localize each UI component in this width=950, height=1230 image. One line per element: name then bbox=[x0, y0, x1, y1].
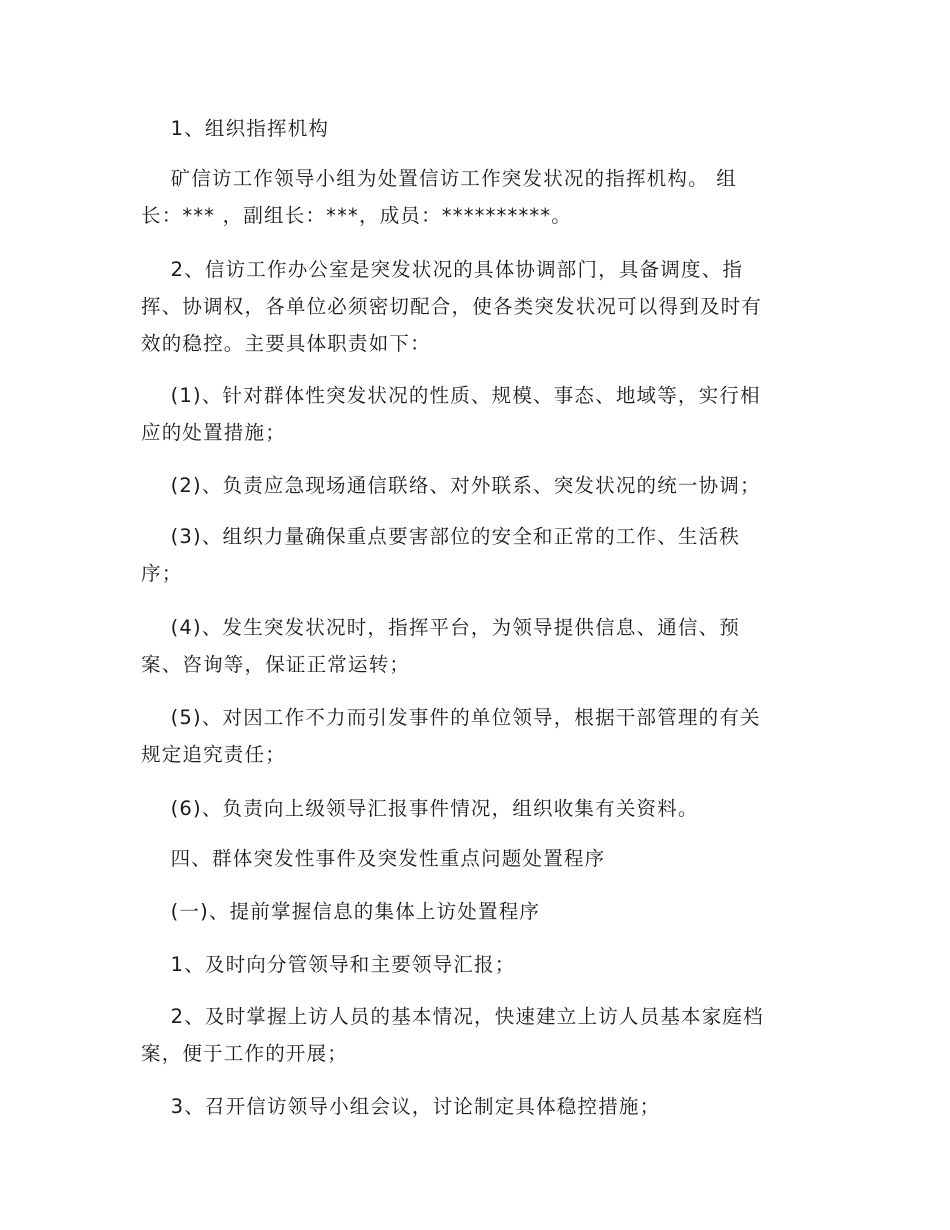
paragraph bbox=[141, 893, 811, 930]
text-line: 规定追究责任； bbox=[141, 743, 286, 766]
paragraph bbox=[141, 946, 811, 983]
paragraph bbox=[141, 110, 811, 147]
paragraph bbox=[141, 518, 811, 592]
paragraph bbox=[141, 840, 811, 877]
text-line: 案，便于工作的开展； bbox=[141, 1042, 349, 1065]
paragraph bbox=[141, 998, 811, 1072]
text-line: 1、及时向分管领导和主要领导汇报； bbox=[141, 953, 516, 976]
text-line: 应的处置措施； bbox=[141, 421, 286, 444]
text-line: 长：*** ，副组长：***，成员：**********。 bbox=[141, 204, 572, 227]
paragraph bbox=[141, 699, 811, 773]
text-line: (1)、针对群体性突发状况的性质、规模、事态、地域等，实行相 bbox=[141, 384, 761, 407]
text-line: (3)、组织力量确保重点要害部位的安全和正常的工作、生活秩 bbox=[141, 525, 741, 548]
paragraph bbox=[141, 251, 811, 362]
text-line: 2、及时掌握上访人员的基本情况，快速建立上访人员基本家庭档 bbox=[141, 1005, 764, 1028]
text-line: 四、群体突发性事件及突发性重点问题处置程序 bbox=[141, 847, 606, 870]
text-line: (一)、提前掌握信息的集体上访处置程序 bbox=[141, 900, 541, 923]
text-line: (2)、负责应急现场通信联络、对外联系、突发状况的统一协调； bbox=[141, 474, 761, 497]
text-line: 序； bbox=[141, 562, 183, 585]
text-line: 效的稳控。主要具体职责如下： bbox=[141, 332, 431, 355]
paragraph bbox=[141, 790, 811, 827]
paragraph bbox=[141, 609, 811, 683]
text-line: 案、咨询等，保证正常运转； bbox=[141, 653, 411, 676]
text-line: 3、召开信访领导小组会议，讨论制定具体稳控措施； bbox=[141, 1095, 661, 1118]
text-line: 1、组织指挥机构 bbox=[141, 117, 330, 140]
text-line: 2、信访工作办公室是突发状况的具体协调部门，具备调度、指 bbox=[141, 258, 744, 281]
text-line: (4)、发生突发状况时，指挥平台，为领导提供信息、通信、预 bbox=[141, 616, 741, 639]
text-line: 矿信访工作领导小组为处置信访工作突发状况的指挥机构。 组 bbox=[141, 167, 737, 190]
text-line: (5)、对因工作不力而引发事件的单位领导，根据干部管理的有关 bbox=[141, 706, 761, 729]
text-line: (6)、负责向上级领导汇报事件情况，组织收集有关资料。 bbox=[141, 797, 699, 820]
text-line: 挥、协调权，各单位必须密切配合，使各类突发状况可以得到及时有 bbox=[141, 295, 763, 318]
paragraph bbox=[141, 1088, 811, 1125]
paragraph bbox=[141, 160, 811, 234]
paragraph bbox=[141, 467, 811, 504]
paragraph bbox=[141, 377, 811, 451]
